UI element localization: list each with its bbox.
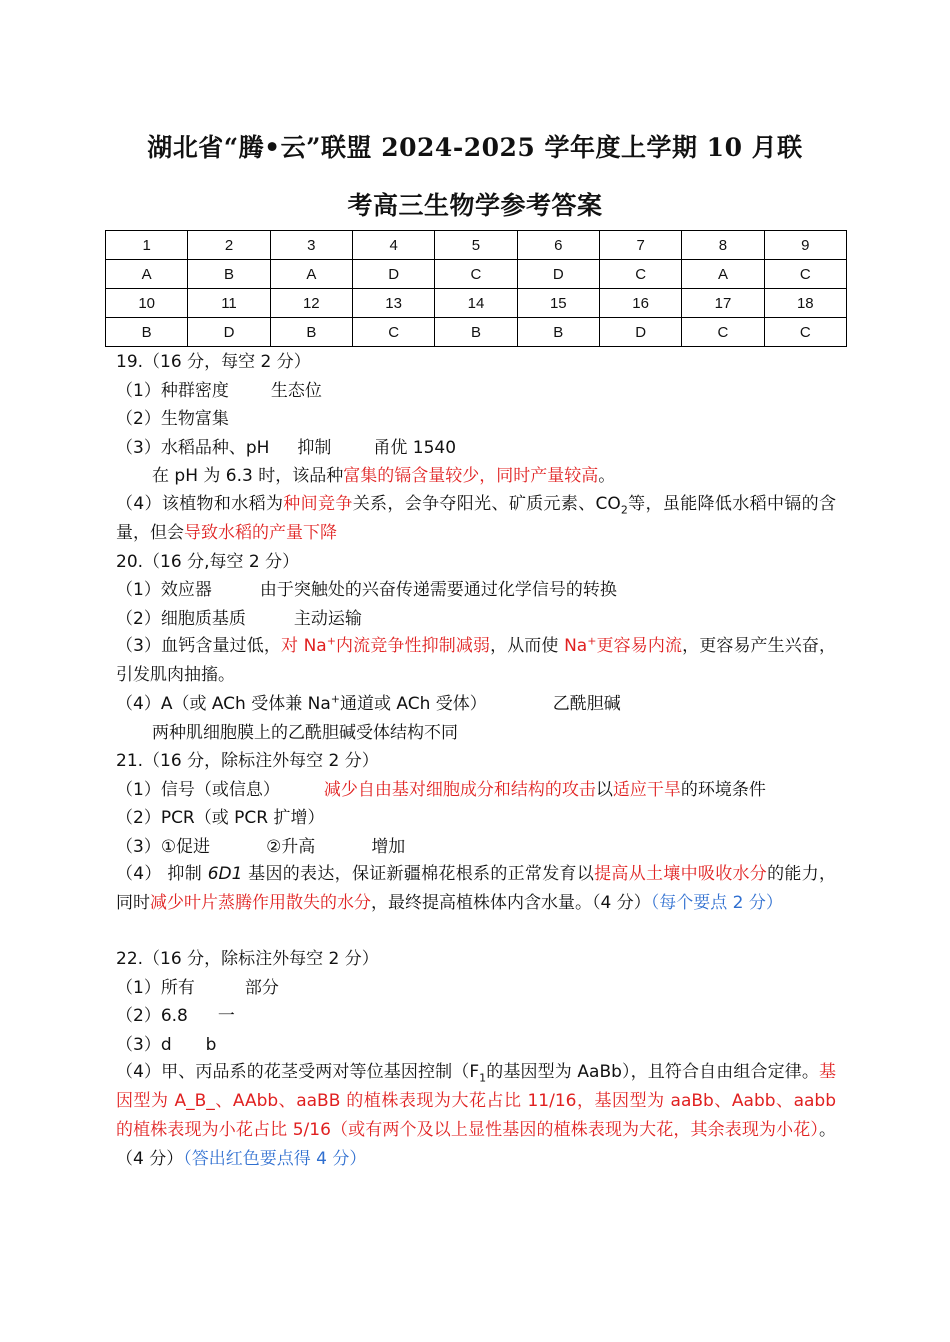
- q21-answer-1: [116, 779, 766, 801]
- q22-a3: （3）d: [116, 1035, 172, 1055]
- q19-a4-text3: 等，虽能降低水稻中镉的含量，但会: [116, 494, 836, 543]
- q21-heading: 21.（16 分，除标注外每空 2 分）: [116, 751, 379, 771]
- answer-table-cell: C: [764, 318, 846, 347]
- q19-a3d-text: 在 pH 为 6.3 时，该品种: [152, 466, 344, 486]
- q21-a1-end: 的环境条件: [680, 780, 766, 800]
- q20-a3-sup2: +: [587, 634, 597, 648]
- q20-a1b: 由于突触处的兴奋传递需要通过化学信号的转换: [259, 580, 617, 600]
- q20-a4-text1: （4）A（或 ACh 受体兼 Na: [116, 694, 331, 714]
- q19-a4-key-point-1: 种间竞争: [283, 494, 353, 514]
- answer-table-number-row: [106, 231, 847, 260]
- q22-answer-1: [116, 977, 279, 999]
- page-title-line1: 湖北省“腾•云”联盟 2024-2025 学年度上学期 10 月联: [147, 133, 803, 162]
- q19-a3d-key-point: 富集的镉含量较少，同时产量较高: [343, 466, 599, 486]
- q19-a3c: 甬优 1540: [373, 438, 457, 458]
- q19-a3: （3）水稻品种、pH: [116, 438, 270, 458]
- q20-a3-key-2b: 更容易内流: [596, 636, 683, 656]
- q19-a3b: 抑制: [297, 438, 332, 458]
- q19-a3d-end: 。: [598, 466, 616, 486]
- answer-table-cell: A: [106, 260, 188, 289]
- q22-a4-text2: 的基因型为 AaBb），且符合自由组合定律。: [486, 1062, 819, 1082]
- answer-table-cell: C: [764, 260, 846, 289]
- q21-a4-key-1: 提高从土壤中吸收水分: [594, 864, 768, 884]
- q20-a3-sup1: +: [326, 634, 336, 648]
- answer-table-cell: 10: [106, 289, 188, 318]
- answer-table-cell: C: [599, 260, 681, 289]
- q20-answer-2: [116, 608, 362, 630]
- q21-a4-text4: ，最终提高植株体内含水量。（4 分）: [371, 893, 651, 913]
- q20-a2b: 主动运输: [293, 609, 362, 629]
- answer-table-cell: 15: [517, 289, 599, 318]
- answer-table-cell: C: [352, 318, 434, 347]
- q19-a4-text1: （4）该植物和水稻为: [116, 494, 284, 514]
- q19-answer-1: [116, 380, 322, 402]
- answer-table-number-row: [106, 289, 847, 318]
- answer-table-cell: 18: [764, 289, 846, 318]
- q22-answer-4: [116, 1058, 836, 1174]
- answer-table-answer-row: [106, 318, 847, 347]
- answer-table-cell: 1: [106, 231, 188, 260]
- q22-a4-key-point: 基因型为 A_B_、AAbb、aaBB 的植株表现为大花占比 11/16，基因型为 aaBb、Aabb、aabb 的植株表现为小花占比 5/16（或有两个及以上显性基因的植株表现为大花，其余表现为小花）: [116, 1062, 836, 1140]
- page-title-line2: 考高三生物学参考答案: [347, 191, 603, 220]
- answer-table-cell: D: [188, 318, 270, 347]
- q20-answer-1: [116, 579, 617, 601]
- q20-a3-key-2a: Na: [564, 636, 588, 656]
- q21-a4-key-2: 减少叶片蒸腾作用散失的水分: [150, 893, 371, 913]
- answer-table-cell: 17: [682, 289, 764, 318]
- q21-a4-gene: 6D1: [207, 864, 243, 884]
- q22-a2: （2）6.8: [116, 1006, 188, 1026]
- answer-table-cell: 3: [270, 231, 352, 260]
- q21-a1-mid: 以: [595, 780, 613, 800]
- q20-a4b: 乙酰胆碱: [552, 694, 621, 714]
- q22-a4-scoring-note: （答出红色要点得 4 分）: [183, 1149, 367, 1169]
- q22-a4-subscript: 1: [479, 1071, 487, 1085]
- answer-table: [105, 230, 847, 347]
- q21-a1: （1）信号（或信息）: [116, 780, 280, 800]
- answer-table-cell: 6: [517, 231, 599, 260]
- answer-table-cell: A: [270, 260, 352, 289]
- answer-table-cell: A: [682, 260, 764, 289]
- answer-table-cell: B: [106, 318, 188, 347]
- answer-table-cell: D: [352, 260, 434, 289]
- q20-a4-text2: 通道或 ACh 受体）: [340, 694, 487, 714]
- answer-table-answer-row: [106, 260, 847, 289]
- q22-a1b: 部分: [244, 978, 279, 998]
- q22-a1: （1）所有: [116, 978, 195, 998]
- q22-answer-3: [116, 1034, 216, 1056]
- q20-answer-4: [116, 693, 621, 715]
- q21-a4-text3: 的能力，同时: [116, 864, 837, 913]
- q19-answer-4: [116, 490, 836, 548]
- q22-heading: 22.（16 分，除标注外每空 2 分）: [116, 949, 379, 969]
- q20-a2: （2）细胞质基质: [116, 609, 246, 629]
- q20-answer-3: [116, 632, 836, 690]
- answer-table-cell: C: [682, 318, 764, 347]
- q22-answer-2: [116, 1005, 235, 1027]
- q20-a4-sup: +: [330, 692, 340, 706]
- answer-table-cell: 9: [764, 231, 846, 260]
- q21-answer-4: [116, 860, 836, 918]
- q19-answer-2: （2）生物富集: [116, 409, 229, 429]
- q20-a1: （1）效应器: [116, 580, 212, 600]
- q21-answer-3: [116, 836, 405, 858]
- answer-table-cell: 4: [352, 231, 434, 260]
- q20-heading: 20.（16 分,每空 2 分）: [116, 552, 300, 572]
- q21-a4-text2: 基因的表达，保证新疆棉花根系的正常发育以: [242, 864, 595, 884]
- answer-table-cell: B: [435, 318, 517, 347]
- q22-a4-text3: 。（4 分）: [116, 1120, 836, 1169]
- q22-a3b: b: [205, 1035, 217, 1055]
- q19-a4-text2: 关系，会争夺阳光、矿质元素、CO: [352, 494, 621, 514]
- answer-table-cell: 11: [188, 289, 270, 318]
- q21-a1-key-2: 适应干旱: [612, 780, 681, 800]
- q19-answer-3: [116, 437, 456, 459]
- answer-table-cell: B: [270, 318, 352, 347]
- q20-answer-4-explain: 两种肌细胞膜上的乙酰胆碱受体结构不同: [152, 723, 458, 743]
- q22-a2b: 一: [217, 1006, 235, 1026]
- q21-a1-key-1: 减少自由基对细胞成分和结构的攻击: [323, 780, 596, 800]
- q20-a3-key-1a: 对 Na: [280, 636, 327, 656]
- q19-answer-3-explain: [152, 465, 615, 487]
- q21-answer-2: （2）PCR（或 PCR 扩增）: [116, 808, 325, 828]
- answer-table-cell: B: [517, 318, 599, 347]
- answer-table-cell: 14: [435, 289, 517, 318]
- q19-a1: （1）种群密度: [116, 381, 229, 401]
- q21-a3c: 增加: [371, 837, 406, 857]
- answer-table-cell: D: [599, 318, 681, 347]
- answer-table-cell: D: [517, 260, 599, 289]
- q19-a4-subscript: 2: [620, 503, 628, 517]
- answer-table-cell: 7: [599, 231, 681, 260]
- q19-heading: 19.（16 分，每空 2 分）: [116, 352, 311, 372]
- q20-a3-text3: ，更容易产生兴奋，引发肌肉抽搐。: [116, 636, 837, 685]
- answer-table-cell: 2: [188, 231, 270, 260]
- q21-a4-text1: （4） 抑制: [116, 864, 208, 884]
- q20-a3-key-1b: 内流竞争性抑制减弱: [335, 636, 491, 656]
- q19-a1b: 生态位: [270, 381, 322, 401]
- answer-table-cell: B: [188, 260, 270, 289]
- q21-a3: （3）①促进: [116, 837, 211, 857]
- answer-table-cell: 13: [352, 289, 434, 318]
- answer-table-cell: C: [435, 260, 517, 289]
- q20-a3-text1: （3）血钙含量过低，: [116, 636, 281, 656]
- answer-table-cell: 16: [599, 289, 681, 318]
- answer-table-cell: 5: [435, 231, 517, 260]
- q20-a3-text2: ，从而使: [490, 636, 565, 656]
- q22-a4-text1: （4）甲、丙品系的花茎受两对等位基因控制（F: [116, 1062, 480, 1082]
- q19-a4-key-point-2: 导致水稻的产量下降: [184, 523, 337, 543]
- q21-a4-scoring-note: （每个要点 2 分）: [650, 893, 783, 913]
- answer-table-cell: 12: [270, 289, 352, 318]
- q21-a3b: ②升高: [266, 837, 316, 857]
- answer-table-cell: 8: [682, 231, 764, 260]
